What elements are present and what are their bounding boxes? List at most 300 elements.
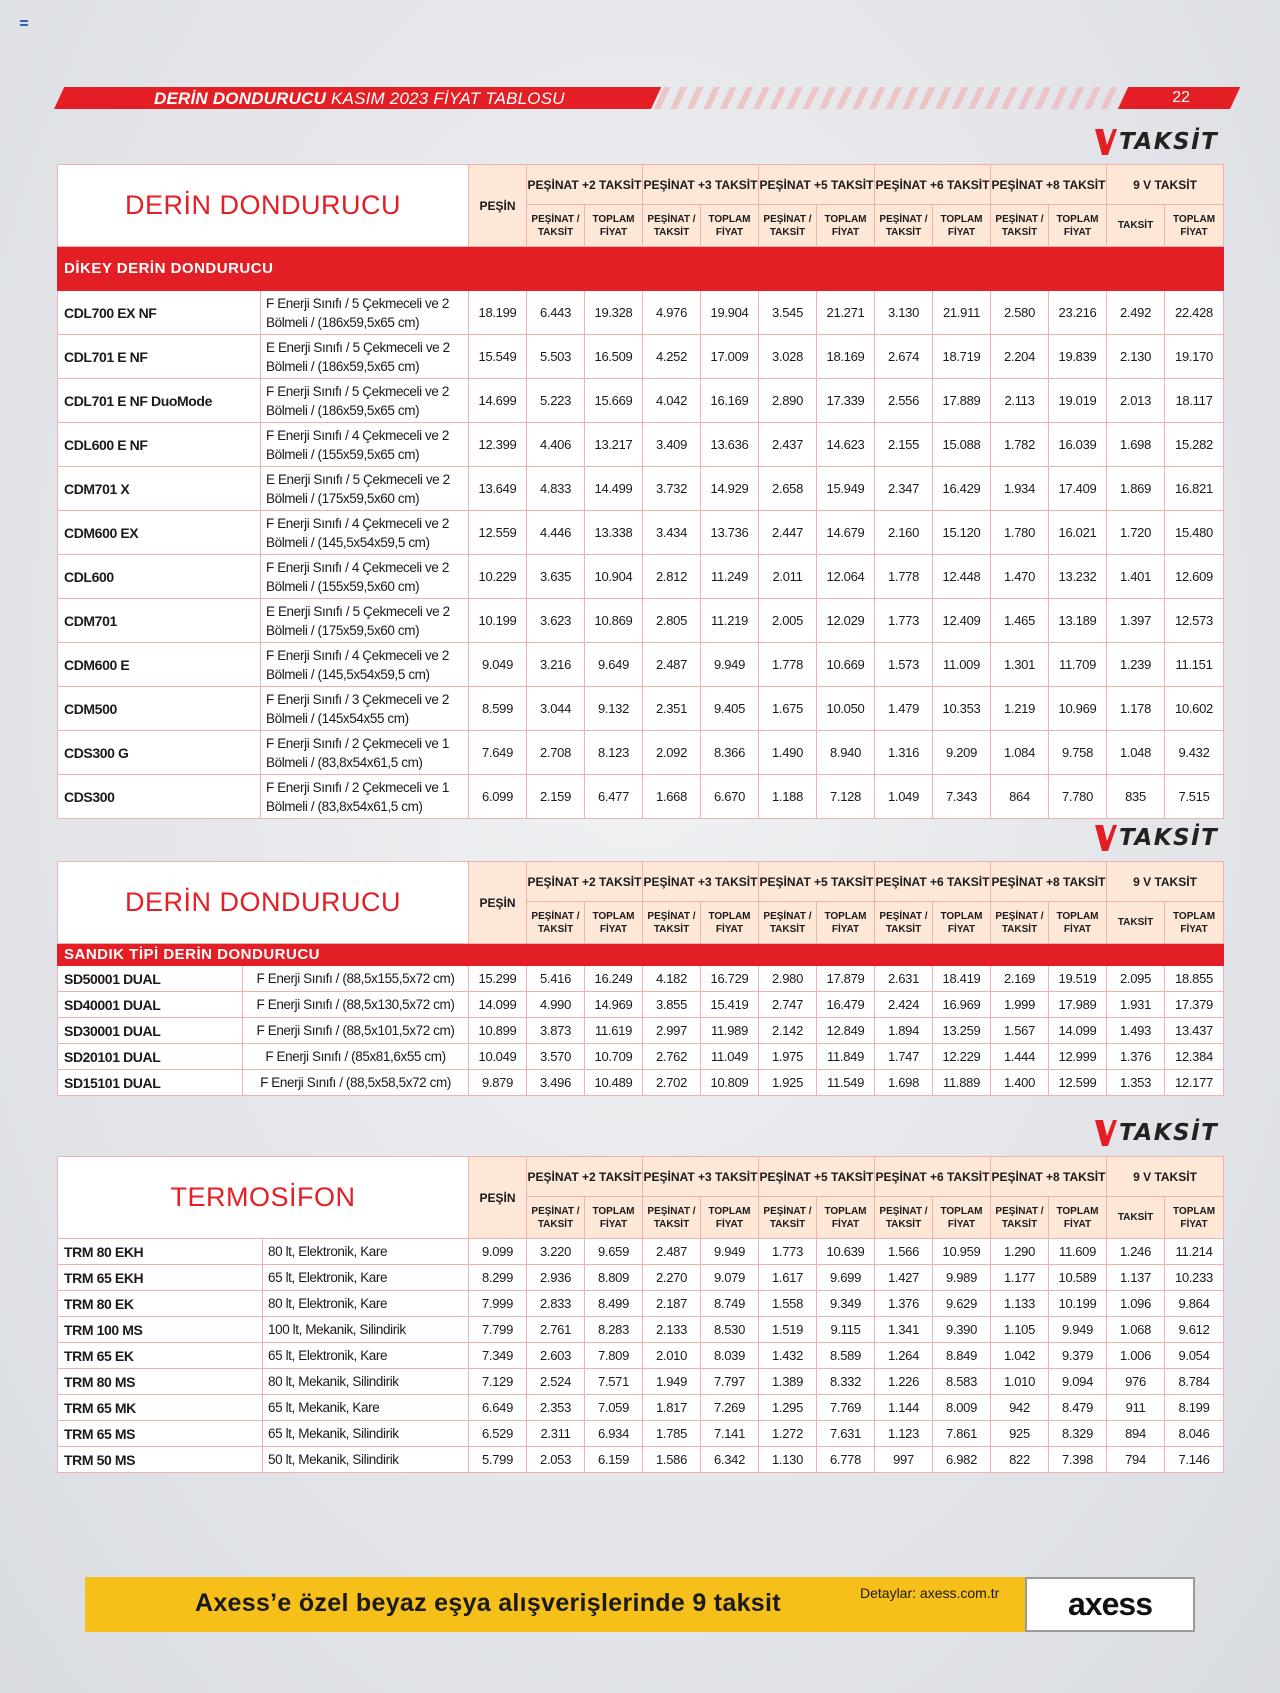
price-cell: 1.239 — [1107, 643, 1165, 687]
price-cell: 911 — [1107, 1395, 1165, 1421]
price-cell: 794 — [1107, 1447, 1165, 1473]
table-row — [58, 1265, 1224, 1291]
price-cell: 3.220 — [527, 1239, 585, 1265]
price-cell: 9.949 — [701, 1239, 759, 1265]
column-subheader: PEŞİNAT / TAKSİT — [991, 902, 1049, 944]
price-cell: 1.177 — [991, 1265, 1049, 1291]
column-header-pesin: PEŞİN — [469, 165, 527, 247]
price-cell: 1.123 — [875, 1421, 933, 1447]
price-cell: 4.990 — [527, 992, 585, 1018]
column-subheader: PEŞİNAT / TAKSİT — [759, 205, 817, 247]
column-group-header: PEŞİNAT +5 TAKSİT — [759, 1157, 875, 1197]
price-cell: 1.068 — [1107, 1317, 1165, 1343]
price-cell: 12.559 — [469, 511, 527, 555]
price-cell: 9.949 — [1049, 1317, 1107, 1343]
column-subheader: TOPLAM FİYAT — [817, 205, 875, 247]
table-termosifon — [57, 1156, 1223, 1473]
column-subheader: PEŞİNAT / TAKSİT — [875, 1197, 933, 1239]
table-row — [58, 1395, 1224, 1421]
column-group-header: PEŞİNAT +3 TAKSİT — [643, 862, 759, 902]
price-cell: 6.649 — [469, 1395, 527, 1421]
product-description: E Enerji Sınıfı / 5 Çekmeceli ve 2 Bölmeli / (186x59,5x65 cm) — [261, 335, 469, 379]
price-cell: 11.249 — [701, 555, 759, 599]
model-name: CDS300 — [58, 775, 261, 819]
price-cell: 10.669 — [817, 643, 875, 687]
price-cell: 1.780 — [991, 511, 1049, 555]
price-cell: 7.649 — [469, 731, 527, 775]
price-cell: 10.233 — [1165, 1265, 1224, 1291]
price-cell: 2.833 — [527, 1291, 585, 1317]
price-cell: 6.778 — [817, 1447, 875, 1473]
price-cell: 2.130 — [1107, 335, 1165, 379]
price-cell: 12.399 — [469, 423, 527, 467]
price-cell: 12.409 — [933, 599, 991, 643]
table-row — [58, 1343, 1224, 1369]
column-subheader: PEŞİNAT / TAKSİT — [875, 205, 933, 247]
price-cell: 2.447 — [759, 511, 817, 555]
column-subheader: PEŞİNAT / TAKSİT — [643, 902, 701, 944]
model-name: SD20101 DUAL — [58, 1044, 243, 1070]
price-cell: 18.419 — [933, 966, 991, 992]
logo-text: TAKSİT — [1119, 1120, 1219, 1146]
price-cell: 976 — [1107, 1369, 1165, 1395]
price-cell: 10.049 — [469, 1044, 527, 1070]
product-description: F Enerji Sınıfı / 5 Çekmeceli ve 2 Bölmeli / (186x59,5x65 cm) — [261, 291, 469, 335]
price-cell: 12.849 — [817, 1018, 875, 1044]
column-subheader: TOPLAM FİYAT — [933, 902, 991, 944]
column-subheader: TAKSİT — [1107, 1197, 1165, 1239]
price-cell: 12.599 — [1049, 1070, 1107, 1096]
price-cell: 1.400 — [991, 1070, 1049, 1096]
price-cell: 1.470 — [991, 555, 1049, 599]
price-cell: 9.079 — [701, 1265, 759, 1291]
price-cell: 1.432 — [759, 1343, 817, 1369]
column-subheader: TOPLAM FİYAT — [933, 1197, 991, 1239]
price-cell: 2.747 — [759, 992, 817, 1018]
price-cell: 1.105 — [991, 1317, 1049, 1343]
price-cell: 21.911 — [933, 291, 991, 335]
price-cell: 2.095 — [1107, 966, 1165, 992]
column-group-header: PEŞİNAT +2 TAKSİT — [527, 862, 643, 902]
price-cell: 13.259 — [933, 1018, 991, 1044]
price-cell: 19.328 — [585, 291, 643, 335]
table-row — [58, 687, 1224, 731]
price-cell: 9.209 — [933, 731, 991, 775]
price-cell: 2.890 — [759, 379, 817, 423]
column-subheader: TOPLAM FİYAT — [701, 1197, 759, 1239]
price-cell: 13.189 — [1049, 599, 1107, 643]
price-cell: 19.170 — [1165, 335, 1224, 379]
price-cell: 18.117 — [1165, 379, 1224, 423]
price-cell: 2.437 — [759, 423, 817, 467]
price-cell: 1.010 — [991, 1369, 1049, 1395]
price-cell: 1.389 — [759, 1369, 817, 1395]
price-cell: 2.556 — [875, 379, 933, 423]
price-cell: 9.989 — [933, 1265, 991, 1291]
table-row — [58, 467, 1224, 511]
price-cell: 2.347 — [875, 467, 933, 511]
price-cell: 1.778 — [759, 643, 817, 687]
price-cell: 7.146 — [1165, 1447, 1224, 1473]
price-cell: 1.894 — [875, 1018, 933, 1044]
price-cell: 13.636 — [701, 423, 759, 467]
price-cell: 3.216 — [527, 643, 585, 687]
product-description: 65 lt, Elektronik, Kare — [263, 1343, 469, 1369]
v-logo-icon — [1095, 129, 1117, 155]
product-description: 50 lt, Mekanik, Silindirik — [263, 1447, 469, 1473]
model-name: CDL600 — [58, 555, 261, 599]
product-description: E Enerji Sınıfı / 5 Çekmeceli ve 2 Bölmeli / (175x59,5x60 cm) — [261, 599, 469, 643]
price-cell: 8.123 — [585, 731, 643, 775]
price-cell: 3.434 — [643, 511, 701, 555]
price-cell: 11.049 — [701, 1044, 759, 1070]
price-cell: 6.159 — [585, 1447, 643, 1473]
price-cell: 7.769 — [817, 1395, 875, 1421]
price-cell: 2.631 — [875, 966, 933, 992]
price-cell: 16.249 — [585, 966, 643, 992]
v-taksit-logo — [1095, 825, 1218, 851]
logo-text: TAKSİT — [1119, 129, 1219, 155]
price-cell: 942 — [991, 1395, 1049, 1421]
price-cell: 12.029 — [817, 599, 875, 643]
price-cell: 17.879 — [817, 966, 875, 992]
product-description: F Enerji Sınıfı / (88,5x155,5x72 cm) — [243, 966, 469, 992]
price-cell: 2.005 — [759, 599, 817, 643]
price-cell: 11.619 — [585, 1018, 643, 1044]
table-row — [58, 966, 1224, 992]
price-cell: 8.283 — [585, 1317, 643, 1343]
column-group-header: PEŞİNAT +8 TAKSİT — [991, 862, 1107, 902]
column-subheader: TOPLAM FİYAT — [585, 902, 643, 944]
section-row — [58, 247, 1224, 291]
price-cell: 6.477 — [585, 775, 643, 819]
section-title: DİKEY DERİN DONDURUCU — [58, 247, 1224, 291]
price-cell: 1.586 — [643, 1447, 701, 1473]
column-subheader: PEŞİNAT / TAKSİT — [643, 205, 701, 247]
price-cell: 4.833 — [527, 467, 585, 511]
price-cell: 16.021 — [1049, 511, 1107, 555]
price-cell: 3.130 — [875, 291, 933, 335]
price-cell: 3.496 — [527, 1070, 585, 1096]
price-cell: 9.094 — [1049, 1369, 1107, 1395]
footer-detail-link[interactable]: Detaylar: axess.com.tr — [860, 1585, 1000, 1601]
price-cell: 8.046 — [1165, 1421, 1224, 1447]
column-group-header: PEŞİNAT +3 TAKSİT — [643, 165, 759, 205]
price-cell: 14.099 — [1049, 1018, 1107, 1044]
column-subheader: PEŞİNAT / TAKSİT — [991, 1197, 1049, 1239]
price-cell: 1.931 — [1107, 992, 1165, 1018]
price-cell: 894 — [1107, 1421, 1165, 1447]
price-cell: 1.465 — [991, 599, 1049, 643]
price-cell: 3.044 — [527, 687, 585, 731]
column-group-header: PEŞİNAT +2 TAKSİT — [527, 1157, 643, 1197]
price-cell: 7.809 — [585, 1343, 643, 1369]
price-cell: 1.096 — [1107, 1291, 1165, 1317]
price-cell: 11.219 — [701, 599, 759, 643]
price-cell: 1.698 — [875, 1070, 933, 1096]
price-cell: 1.785 — [643, 1421, 701, 1447]
table-row — [58, 511, 1224, 555]
price-cell: 2.113 — [991, 379, 1049, 423]
price-cell: 9.099 — [469, 1239, 527, 1265]
price-cell: 2.270 — [643, 1265, 701, 1291]
price-cell: 19.904 — [701, 291, 759, 335]
v-taksit-logo — [1095, 1120, 1218, 1146]
model-name: TRM 65 MS — [58, 1421, 263, 1447]
price-cell: 11.009 — [933, 643, 991, 687]
product-description: F Enerji Sınıfı / (85x81,6x55 cm) — [243, 1044, 469, 1070]
table-row — [58, 599, 1224, 643]
price-cell: 16.729 — [701, 966, 759, 992]
price-cell: 19.519 — [1049, 966, 1107, 992]
price-cell: 2.708 — [527, 731, 585, 775]
banner-stripes — [654, 87, 1154, 109]
price-cell: 7.631 — [817, 1421, 875, 1447]
price-cell: 2.487 — [643, 643, 701, 687]
column-group-header: PEŞİNAT +5 TAKSİT — [759, 165, 875, 205]
price-cell: 1.566 — [875, 1239, 933, 1265]
price-cell: 5.223 — [527, 379, 585, 423]
price-cell: 1.376 — [875, 1291, 933, 1317]
price-cell: 1.573 — [875, 643, 933, 687]
table-row — [58, 1070, 1224, 1096]
price-cell: 17.379 — [1165, 992, 1224, 1018]
column-subheader: TOPLAM FİYAT — [701, 205, 759, 247]
price-cell: 19.019 — [1049, 379, 1107, 423]
model-name: CDM600 EX — [58, 511, 261, 555]
price-cell: 1.133 — [991, 1291, 1049, 1317]
price-cell: 6.342 — [701, 1447, 759, 1473]
price-cell: 6.934 — [585, 1421, 643, 1447]
product-description: 80 lt, Elektronik, Kare — [263, 1239, 469, 1265]
price-cell: 10.969 — [1049, 687, 1107, 731]
column-group-header: 9 V TAKSİT — [1107, 165, 1224, 205]
table-row — [58, 1044, 1224, 1070]
price-cell: 1.188 — [759, 775, 817, 819]
column-group-header: PEŞİNAT +6 TAKSİT — [875, 1157, 991, 1197]
price-cell: 1.558 — [759, 1291, 817, 1317]
price-cell: 15.088 — [933, 423, 991, 467]
price-cell: 9.054 — [1165, 1343, 1224, 1369]
price-cell: 1.144 — [875, 1395, 933, 1421]
price-cell: 17.989 — [1049, 992, 1107, 1018]
price-cell: 14.699 — [469, 379, 527, 423]
column-group-header: PEŞİNAT +8 TAKSİT — [991, 165, 1107, 205]
price-cell: 9.864 — [1165, 1291, 1224, 1317]
price-cell: 12.229 — [933, 1044, 991, 1070]
column-group-header: PEŞİNAT +6 TAKSİT — [875, 165, 991, 205]
price-cell: 4.406 — [527, 423, 585, 467]
price-cell: 925 — [991, 1421, 1049, 1447]
price-cell: 2.351 — [643, 687, 701, 731]
price-cell: 13.217 — [585, 423, 643, 467]
price-cell: 1.084 — [991, 731, 1049, 775]
price-cell: 8.749 — [701, 1291, 759, 1317]
price-cell: 8.784 — [1165, 1369, 1224, 1395]
product-description: F Enerji Sınıfı / (88,5x130,5x72 cm) — [243, 992, 469, 1018]
model-name: TRM 65 EK — [58, 1343, 263, 1369]
price-cell: 16.509 — [585, 335, 643, 379]
price-cell: 7.129 — [469, 1369, 527, 1395]
price-cell: 14.499 — [585, 467, 643, 511]
price-cell: 9.758 — [1049, 731, 1107, 775]
price-cell: 9.349 — [817, 1291, 875, 1317]
price-cell: 23.216 — [1049, 291, 1107, 335]
price-cell: 15.480 — [1165, 511, 1224, 555]
model-name: TRM 65 MK — [58, 1395, 263, 1421]
column-subheader: TAKSİT — [1107, 205, 1165, 247]
column-subheader: PEŞİNAT / TAKSİT — [991, 205, 1049, 247]
price-cell: 6.443 — [527, 291, 585, 335]
column-group-header: PEŞİNAT +6 TAKSİT — [875, 862, 991, 902]
price-cell: 1.246 — [1107, 1239, 1165, 1265]
price-cell: 2.053 — [527, 1447, 585, 1473]
price-cell: 1.397 — [1107, 599, 1165, 643]
price-cell: 12.177 — [1165, 1070, 1224, 1096]
price-cell: 1.720 — [1107, 511, 1165, 555]
price-cell: 11.849 — [817, 1044, 875, 1070]
price-cell: 1.178 — [1107, 687, 1165, 731]
price-cell: 18.855 — [1165, 966, 1224, 992]
price-cell: 997 — [875, 1447, 933, 1473]
section-row — [58, 944, 1224, 966]
price-cell: 1.817 — [643, 1395, 701, 1421]
table-row — [58, 379, 1224, 423]
price-cell: 2.155 — [875, 423, 933, 467]
price-cell: 8.329 — [1049, 1421, 1107, 1447]
column-subheader: PEŞİNAT / TAKSİT — [643, 1197, 701, 1239]
model-name: TRM 50 MS — [58, 1447, 263, 1473]
model-name: TRM 65 EKH — [58, 1265, 263, 1291]
model-name: CDS300 G — [58, 731, 261, 775]
price-cell: 10.959 — [933, 1239, 991, 1265]
price-cell: 3.545 — [759, 291, 817, 335]
price-cell: 1.975 — [759, 1044, 817, 1070]
banner-title: DERİN DONDURUCU KASIM 2023 FİYAT TABLOSU — [154, 89, 565, 108]
price-cell: 7.343 — [933, 775, 991, 819]
product-description: F Enerji Sınıfı / (88,5x101,5x72 cm) — [243, 1018, 469, 1044]
table-row — [58, 1291, 1224, 1317]
price-cell: 11.151 — [1165, 643, 1224, 687]
price-cell: 2.580 — [991, 291, 1049, 335]
price-cell: 9.049 — [469, 643, 527, 687]
price-cell: 18.199 — [469, 291, 527, 335]
price-cell: 7.999 — [469, 1291, 527, 1317]
product-description: 80 lt, Mekanik, Silindirik — [263, 1369, 469, 1395]
table-row — [58, 335, 1224, 379]
table-row — [58, 1239, 1224, 1265]
table-row — [58, 1369, 1224, 1395]
price-cell: 4.252 — [643, 335, 701, 379]
price-cell: 2.936 — [527, 1265, 585, 1291]
price-cell: 10.199 — [469, 599, 527, 643]
price-cell: 13.649 — [469, 467, 527, 511]
price-cell: 13.232 — [1049, 555, 1107, 599]
price-cell: 8.589 — [817, 1343, 875, 1369]
product-description: 80 lt, Elektronik, Kare — [263, 1291, 469, 1317]
price-cell: 10.602 — [1165, 687, 1224, 731]
price-cell: 1.376 — [1107, 1044, 1165, 1070]
price-cell: 1.934 — [991, 467, 1049, 511]
table-row — [58, 291, 1224, 335]
price-cell: 1.006 — [1107, 1343, 1165, 1369]
price-cell: 2.169 — [991, 966, 1049, 992]
price-cell: 16.821 — [1165, 467, 1224, 511]
column-group-header: PEŞİNAT +8 TAKSİT — [991, 1157, 1107, 1197]
price-cell: 9.405 — [701, 687, 759, 731]
price-cell: 10.489 — [585, 1070, 643, 1096]
column-header-pesin: PEŞİN — [469, 862, 527, 944]
header-banner — [54, 87, 1230, 109]
price-cell: 10.809 — [701, 1070, 759, 1096]
price-cell: 10.899 — [469, 1018, 527, 1044]
price-cell: 9.432 — [1165, 731, 1224, 775]
price-cell: 17.009 — [701, 335, 759, 379]
price-cell: 15.120 — [933, 511, 991, 555]
price-cell: 9.629 — [933, 1291, 991, 1317]
table-row — [58, 992, 1224, 1018]
price-cell: 1.048 — [1107, 731, 1165, 775]
price-cell: 835 — [1107, 775, 1165, 819]
price-cell: 7.780 — [1049, 775, 1107, 819]
price-cell: 7.349 — [469, 1343, 527, 1369]
price-cell: 1.778 — [875, 555, 933, 599]
price-cell: 8.599 — [469, 687, 527, 731]
column-subheader: TOPLAM FİYAT — [701, 902, 759, 944]
price-cell: 2.603 — [527, 1343, 585, 1369]
price-cell: 8.009 — [933, 1395, 991, 1421]
column-subheader: TOPLAM FİYAT — [817, 1197, 875, 1239]
price-cell: 11.609 — [1049, 1239, 1107, 1265]
price-cell: 1.219 — [991, 687, 1049, 731]
price-cell: 2.762 — [643, 1044, 701, 1070]
column-group-header: PEŞİNAT +3 TAKSİT — [643, 1157, 759, 1197]
price-cell: 4.182 — [643, 966, 701, 992]
axess-logo: axess — [1025, 1577, 1195, 1632]
price-cell: 14.969 — [585, 992, 643, 1018]
price-cell: 7.398 — [1049, 1447, 1107, 1473]
product-description: 100 lt, Mekanik, Silindirik — [263, 1317, 469, 1343]
price-cell: 822 — [991, 1447, 1049, 1473]
column-subheader: TOPLAM FİYAT — [933, 205, 991, 247]
price-cell: 16.429 — [933, 467, 991, 511]
price-cell: 2.092 — [643, 731, 701, 775]
model-name: CDM500 — [58, 687, 261, 731]
menu-icon[interactable] — [20, 20, 28, 26]
price-cell: 7.059 — [585, 1395, 643, 1421]
price-cell: 1.049 — [875, 775, 933, 819]
price-cell: 18.719 — [933, 335, 991, 379]
table-row — [58, 775, 1224, 819]
product-description: E Enerji Sınıfı / 5 Çekmeceli ve 2 Bölmeli / (175x59,5x60 cm) — [261, 467, 469, 511]
column-subheader: PEŞİNAT / TAKSİT — [759, 902, 817, 944]
price-cell: 12.999 — [1049, 1044, 1107, 1070]
product-description: 65 lt, Mekanik, Kare — [263, 1395, 469, 1421]
price-cell: 1.519 — [759, 1317, 817, 1343]
price-cell: 10.709 — [585, 1044, 643, 1070]
price-cell: 11.989 — [701, 1018, 759, 1044]
product-description: F Enerji Sınıfı / 4 Çekmeceli ve 2 Bölmeli / (145,5x54x59,5 cm) — [261, 511, 469, 555]
model-name: SD50001 DUAL — [58, 966, 243, 992]
model-name: CDL700 EX NF — [58, 291, 261, 335]
price-cell: 2.524 — [527, 1369, 585, 1395]
price-cell: 2.159 — [527, 775, 585, 819]
price-cell: 1.949 — [643, 1369, 701, 1395]
price-cell: 15.549 — [469, 335, 527, 379]
table-row — [58, 731, 1224, 775]
price-cell: 4.446 — [527, 511, 585, 555]
price-cell: 12.573 — [1165, 599, 1224, 643]
